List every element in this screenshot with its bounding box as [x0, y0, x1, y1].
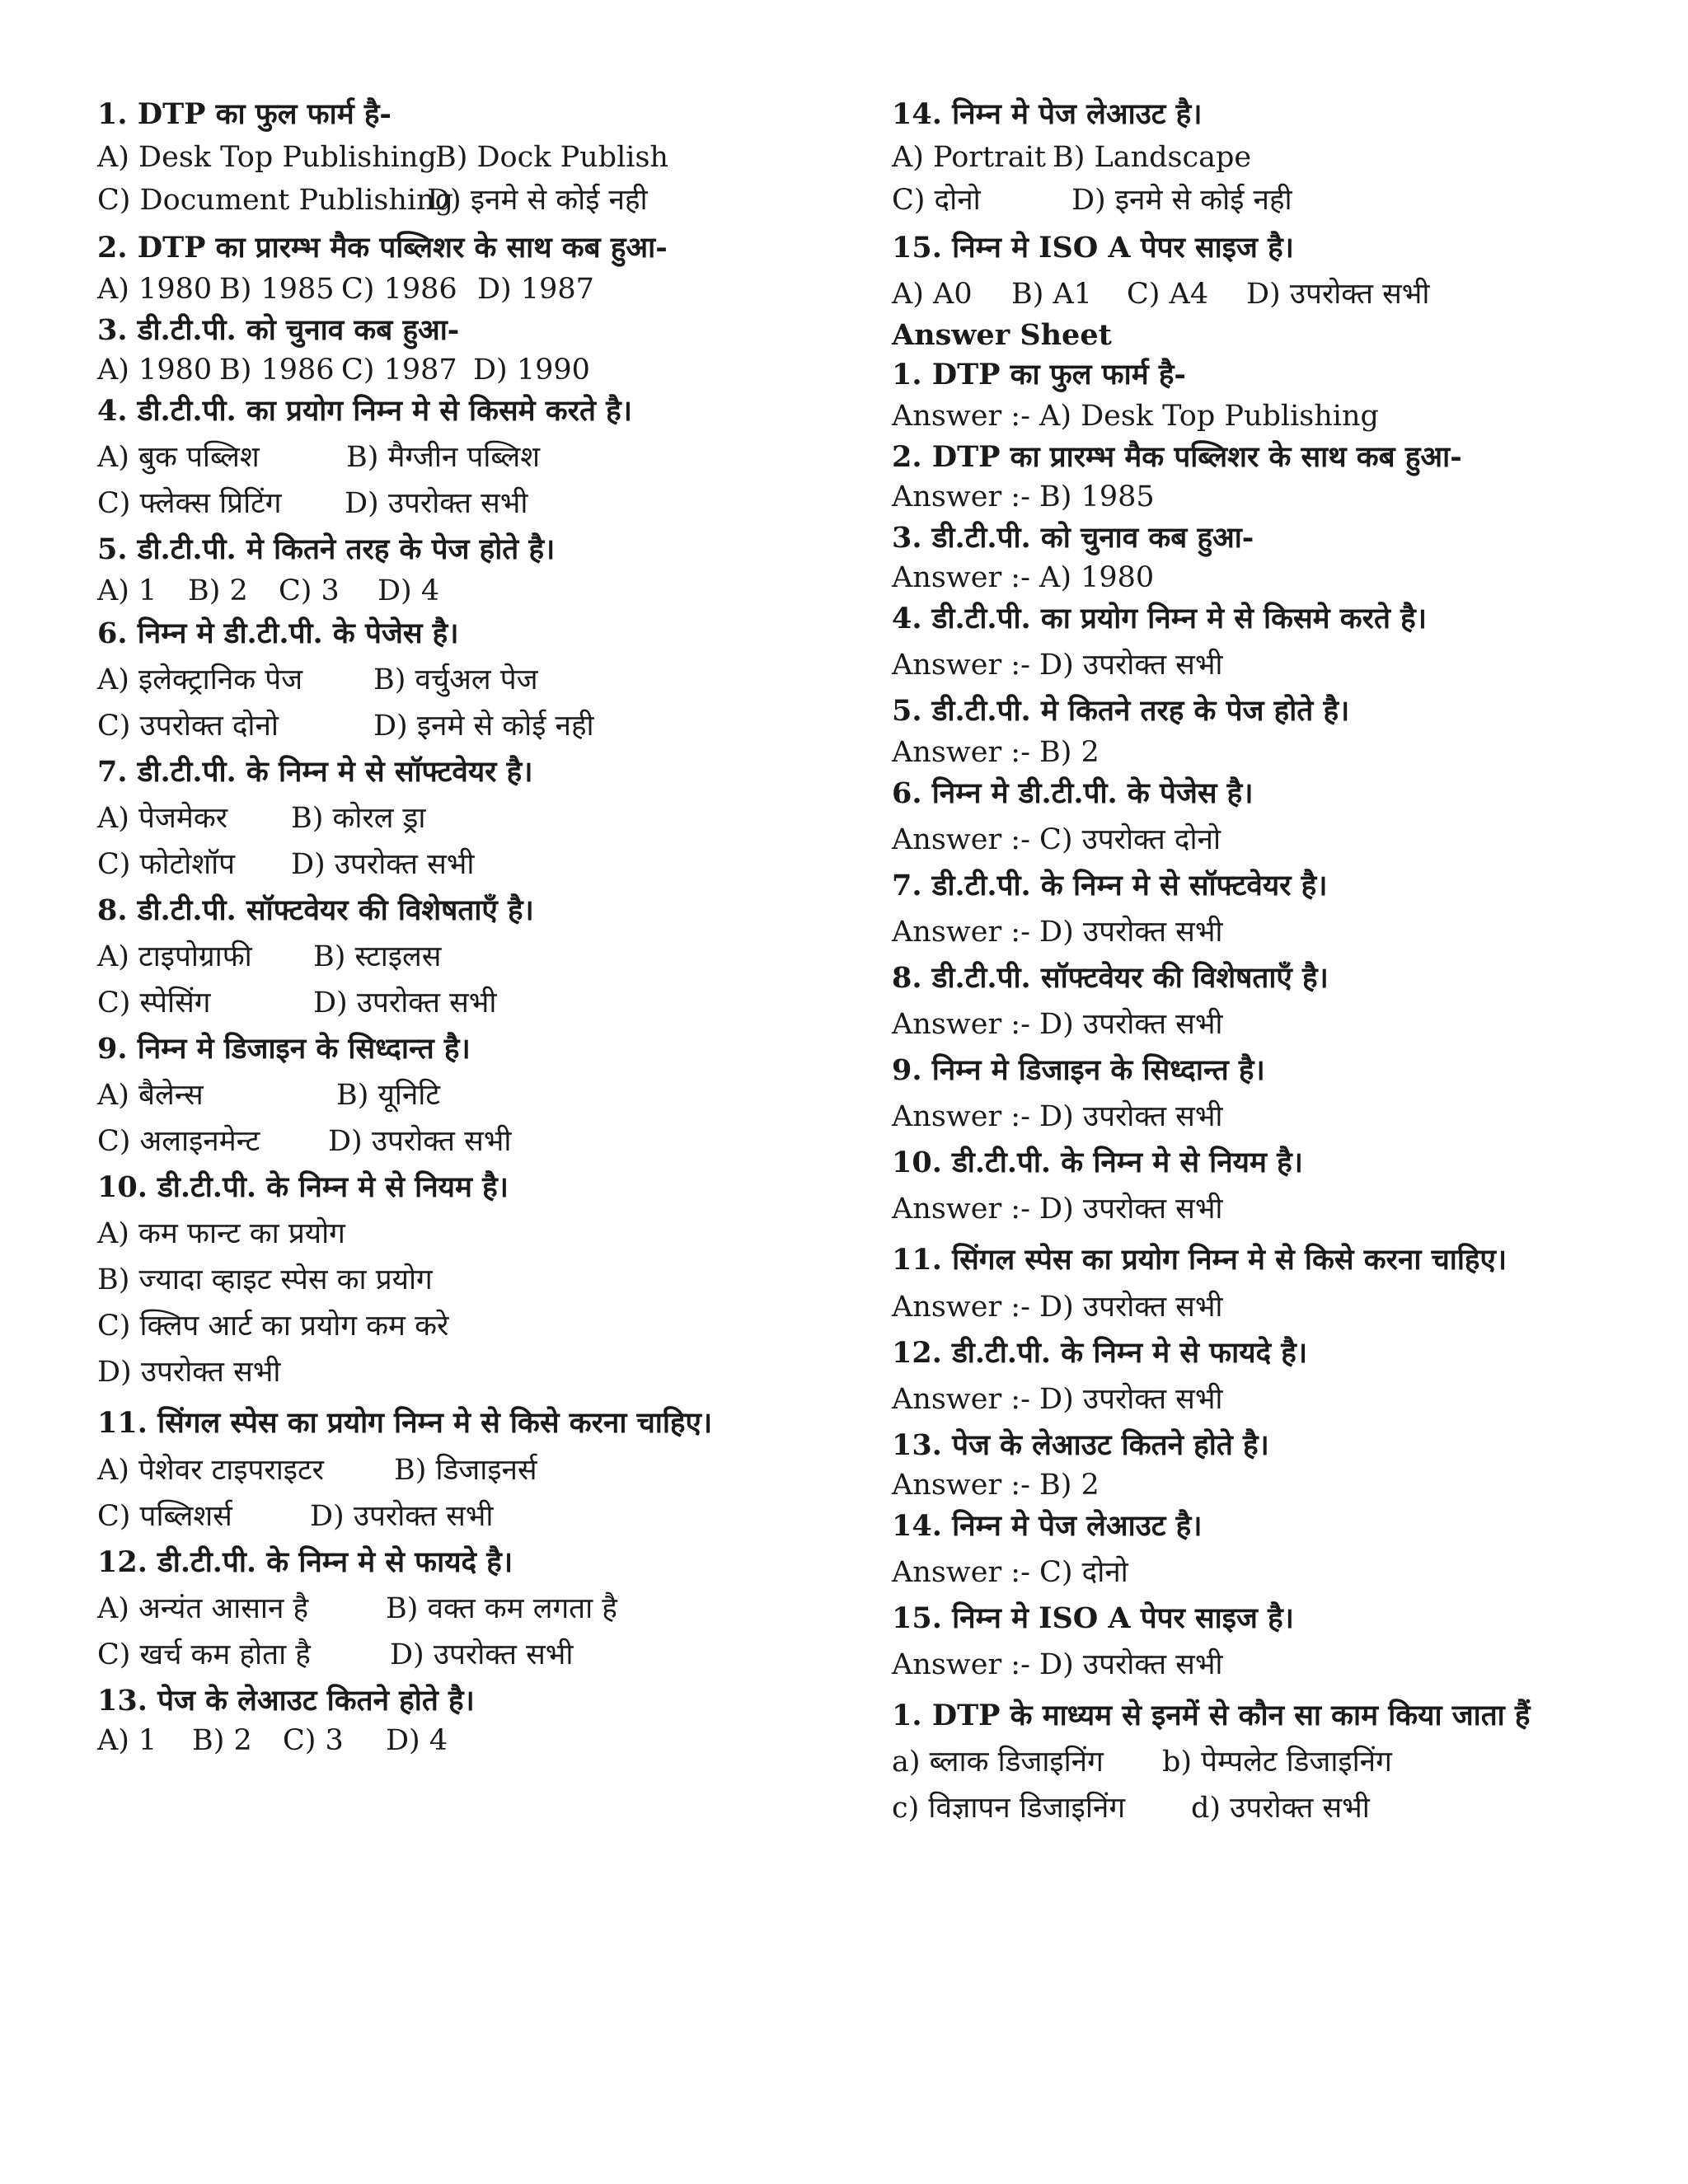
- option: D) इनमे से कोई नही: [373, 710, 594, 743]
- question-8: [97, 893, 839, 1020]
- question-3: [97, 313, 839, 387]
- option: D) उपरोक्त सभी: [328, 1125, 512, 1158]
- option: C) Document Publishing: [97, 184, 453, 217]
- options-row: [97, 709, 839, 743]
- question-text: 7. डी.टी.पी. के निम्न मे से सॉफ्टवेयर है।: [892, 869, 1328, 902]
- question-text: 12. डी.टी.पी. के निम्न मे से फायदे है।: [892, 1336, 1308, 1371]
- option: D) इनमे से कोई नही: [427, 184, 648, 217]
- option: B) यूनिटि: [336, 1079, 440, 1112]
- answer-text: Answer :- D) उपरोक्त सभी: [892, 1383, 1223, 1417]
- option: a) ब्लाक डिजाइनिंग: [892, 1745, 1104, 1779]
- option: d) उपरोक्त सभी: [1191, 1791, 1370, 1825]
- question-1: [97, 97, 839, 218]
- options-row: [97, 663, 839, 697]
- options-row: [97, 986, 839, 1020]
- answer-item: [892, 1336, 1617, 1417]
- options-row: [97, 1499, 839, 1534]
- options-row: [97, 353, 839, 387]
- options-row: [892, 140, 1617, 175]
- options-row: [97, 140, 839, 175]
- option: C) A4: [1127, 278, 1209, 311]
- option: A) A0: [892, 278, 973, 311]
- question-text: 2. DTP का प्रारम्भ मैक पब्लिशर के साथ कब हुआ-: [97, 231, 668, 265]
- question-text: 3. डी.टी.पी. को चुनाव कब हुआ-: [97, 313, 460, 347]
- question-text: 1. DTP का फुल फार्म है-: [892, 358, 1186, 391]
- answer-text: Answer :- D) उपरोक्त सभी: [892, 649, 1223, 682]
- question-4: [97, 394, 839, 521]
- option: B) 2: [188, 574, 248, 607]
- answer-sheet-title: Answer Sheet: [892, 318, 1112, 352]
- question-10: [97, 1170, 839, 1390]
- options-row: [97, 1078, 839, 1113]
- options-row: [97, 1591, 839, 1626]
- option: C) 1987: [341, 354, 457, 387]
- option: D) 1990: [473, 354, 590, 387]
- answer-text: Answer :- D) उपरोक्त सभी: [892, 1291, 1223, 1324]
- answer-item: [892, 1146, 1617, 1226]
- option: A) 1: [97, 1724, 157, 1758]
- extra-question: [892, 1690, 1617, 1825]
- question-text: 2. DTP का प्रारम्भ मैक पब्लिशर के साथ कब हुआ-: [892, 440, 1462, 474]
- question-text: 1. DTP के माध्यम से इनमें से कौन सा काम किया जाता हैं: [892, 1699, 1531, 1733]
- question-text: 11. सिंगल स्पेस का प्रयोग निम्न मे से किसे करना चाहिए।: [892, 1243, 1507, 1277]
- option: C) 3: [283, 1724, 344, 1758]
- option: C) पब्लिशर्स: [97, 1500, 232, 1534]
- question-12: [97, 1545, 839, 1672]
- options-row: [892, 1791, 1617, 1825]
- question-text: 8. डी.टी.पी. सॉफ्टवेयर की विशेषताएँ है।: [97, 893, 534, 927]
- options-row: [97, 801, 839, 836]
- question-text: 15. निम्न मे ISO A पेपर साइज है।: [892, 231, 1294, 265]
- question-text: 4. डी.टी.पी. का प्रयोग निम्न मे से किसमे करते है।: [892, 602, 1427, 635]
- option: C) फोटोशॉप: [97, 848, 236, 881]
- answer-text: Answer :- C) उपरोक्त दोनो: [892, 823, 1221, 856]
- options-row: [97, 1124, 839, 1159]
- question-text: 13. पेज के लेआउट कितने होते है।: [97, 1684, 475, 1718]
- option: C) स्पेसिंग: [97, 987, 211, 1019]
- option: D) 1987: [477, 273, 594, 306]
- option: B) A1: [1011, 278, 1093, 311]
- option: A) 1980: [97, 354, 213, 387]
- option: D) उपरोक्त सभी: [390, 1638, 574, 1672]
- answer-item: [892, 1053, 1617, 1134]
- question-6: [97, 616, 839, 743]
- question-14: [892, 97, 1617, 218]
- answer-item: [892, 521, 1617, 595]
- question-7: [97, 755, 839, 882]
- question-text: 9. निम्न मे डिजाइन के सिध्दान्त है।: [97, 1032, 471, 1066]
- question-text: 10. डी.टी.पी. के निम्न मे से नियम है।: [892, 1146, 1303, 1179]
- answer-text: Answer :- B) 1985: [892, 480, 1155, 513]
- answer-text: Answer :- D) उपरोक्त सभी: [892, 1008, 1223, 1041]
- question-text: 15. निम्न मे ISO A पेपर साइज है।: [892, 1601, 1294, 1636]
- options-row: [892, 1745, 1617, 1779]
- options-row: [97, 272, 839, 307]
- question-text: 5. डी.टी.पी. मे कितने तरह के पेज होते है।: [892, 694, 1350, 728]
- options-row: [892, 183, 1617, 218]
- option: C) उपरोक्त दोनो: [97, 710, 279, 743]
- option: A) कम फान्ट का प्रयोग: [97, 1217, 345, 1250]
- option: B) वर्चुअल पेज: [373, 663, 538, 696]
- option: B) 1985: [219, 273, 335, 306]
- left-column: [97, 97, 839, 1758]
- question-text: 5. डी.टी.पी. मे कितने तरह के पेज होते है।: [97, 532, 556, 566]
- question-13: [97, 1684, 839, 1758]
- options-row: [97, 574, 839, 608]
- option: D) उपरोक्त सभी: [1246, 278, 1430, 311]
- option: C) 1986: [341, 273, 457, 306]
- option: A) इलेक्ट्रानिक पेज: [97, 663, 303, 696]
- options-row: [97, 486, 839, 521]
- option: B) Dock Publish: [435, 141, 668, 174]
- option: A) बैलेन्स: [97, 1079, 204, 1112]
- question-text: 6. निम्न मे डी.टी.पी. के पेजेस है।: [97, 616, 459, 650]
- option: D) 4: [377, 574, 440, 607]
- option: D) 4: [386, 1724, 448, 1758]
- question-text: 13. पेज के लेआउट कितने होते है।: [892, 1428, 1269, 1463]
- option: C) 3: [279, 574, 340, 607]
- option: B) ज्यादा व्हाइट स्पेस का प्रयोग: [97, 1263, 433, 1296]
- options-row: [892, 277, 1617, 312]
- answer-text: Answer :- D) उपरोक्त सभी: [892, 1100, 1223, 1133]
- answer-item: [892, 1601, 1617, 1682]
- option: A) पेशेवर टाइपराइटर: [97, 1454, 324, 1488]
- answer-item: [892, 961, 1617, 1042]
- answer-text: Answer :- D) उपरोक्त सभी: [892, 1193, 1223, 1226]
- option: D) उपरोक्त सभी: [310, 1500, 494, 1534]
- question-text: 14. निम्न मे पेज लेआउट है।: [892, 1509, 1203, 1544]
- option: D) उपरोक्त सभी: [97, 1356, 281, 1389]
- option: A) Portrait: [892, 141, 1046, 174]
- option: C) अलाइनमेन्ट: [97, 1125, 260, 1158]
- options-row: [97, 940, 839, 974]
- option: B) 1986: [219, 354, 335, 387]
- option: A) बुक पब्लिश: [97, 441, 260, 474]
- answer-item: [892, 1428, 1617, 1502]
- answer-item: [892, 1235, 1617, 1324]
- option: A) 1: [97, 574, 157, 607]
- question-text: 10. डी.टी.पी. के निम्न मे से नियम है।: [97, 1170, 509, 1204]
- option: D) उपरोक्त सभी: [291, 848, 475, 881]
- answer-item: [892, 694, 1617, 770]
- answer-text: Answer :- A) Desk Top Publishing: [892, 400, 1379, 433]
- option: c) विज्ञापन डिजाइनिंग: [892, 1791, 1126, 1825]
- option: C) क्लिप आर्ट का प्रयोग कम करे: [97, 1310, 449, 1343]
- question-text: 9. निम्न मे डिजाइन के सिध्दान्त है।: [892, 1053, 1265, 1087]
- options-row: [97, 183, 839, 218]
- question-text: 1. DTP का फुल फार्म है-: [97, 97, 392, 131]
- answer-text: Answer :- D) उपरोक्त सभी: [892, 1648, 1223, 1682]
- option: b) पेम्पलेट डिजाइनिंग: [1162, 1745, 1392, 1779]
- option: A) Desk Top Publishing: [97, 141, 437, 174]
- option: D) इनमे से कोई नही: [1071, 184, 1292, 217]
- option: B) डिजाइनर्स: [394, 1454, 537, 1488]
- option: D) उपरोक्त सभी: [345, 487, 528, 520]
- options-row: [97, 440, 839, 475]
- answer-item: [892, 358, 1617, 434]
- answer-item: [892, 776, 1617, 857]
- option: A) पेजमेकर: [97, 802, 228, 835]
- options-row: [97, 1638, 839, 1672]
- question-text: 14. निम्न मे पेज लेआउट है।: [892, 97, 1203, 131]
- answer-text: Answer :- B) 2: [892, 736, 1100, 769]
- answer-item: [892, 440, 1617, 514]
- answer-text: Answer :- B) 2: [892, 1469, 1100, 1502]
- question-text: 7. डी.टी.पी. के निम्न मे से सॉफ्टवेयर है।: [97, 755, 533, 789]
- question-5: [97, 532, 839, 608]
- question-9: [97, 1032, 839, 1159]
- option: A) 1980: [97, 273, 213, 306]
- question-text: 3. डी.टी.पी. को चुनाव कब हुआ-: [892, 521, 1254, 555]
- option: C) दोनो: [892, 184, 981, 217]
- option: A) अन्यंत आसान है: [97, 1592, 309, 1626]
- options-row: [97, 1723, 839, 1758]
- option: B) मैग्जीन पब्लिश: [346, 441, 541, 474]
- question-text: 4. डी.टी.पी. का प्रयोग निम्न मे से किसमे करते है।: [97, 394, 632, 428]
- answer-text: Answer :- D) उपरोक्त सभी: [892, 916, 1223, 949]
- question-text: 8. डी.टी.पी. सॉफ्टवेयर की विशेषताएँ है।: [892, 961, 1329, 995]
- option: B) कोरल ड्रा: [291, 802, 426, 835]
- answer-item: [892, 869, 1617, 949]
- right-column: [892, 97, 1617, 1825]
- answer-text: Answer :- A) 1980: [892, 561, 1155, 594]
- question-11: [97, 1398, 839, 1534]
- question-2: [97, 231, 839, 307]
- option: B) 2: [192, 1724, 252, 1758]
- answer-text: Answer :- C) दोनो: [892, 1556, 1128, 1590]
- option: C) फ्लेक्स प्रिटिंग: [97, 487, 282, 520]
- answer-item: [892, 602, 1617, 682]
- option: B) स्टाइलस: [313, 940, 442, 973]
- option: B) Landscape: [1053, 141, 1252, 174]
- options-row: [97, 1453, 839, 1488]
- question-text: 6. निम्न मे डी.टी.पी. के पेजेस है।: [892, 776, 1254, 810]
- question-text: 11. सिंगल स्पेस का प्रयोग निम्न मे से किसे करना चाहिए।: [97, 1406, 713, 1440]
- option: A) टाइपोग्राफी: [97, 940, 252, 973]
- option: C) खर्च कम होता है: [97, 1638, 311, 1672]
- question-15: [892, 231, 1617, 312]
- question-text: 12. डी.टी.पी. के निम्न मे से फायदे है।: [97, 1545, 513, 1580]
- options-row: [97, 847, 839, 882]
- answer-item: [892, 1509, 1617, 1590]
- option: B) वक्त कम लगता है: [386, 1592, 617, 1626]
- option: D) उपरोक्त सभी: [313, 987, 497, 1019]
- answer-sheet: [892, 358, 1617, 1682]
